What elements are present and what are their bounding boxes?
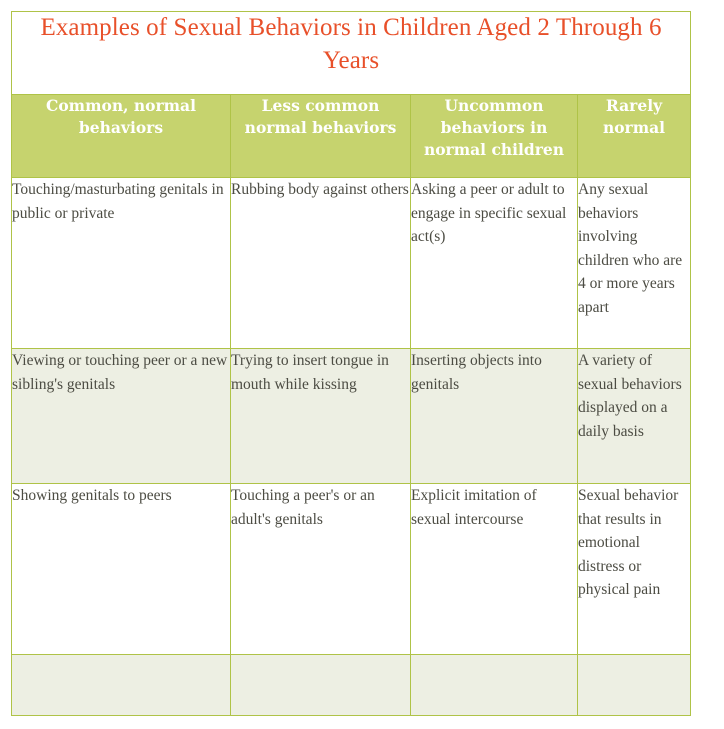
table-cell: Trying to insert tongue in mouth while kissing <box>231 349 411 484</box>
table-cell: Showing genitals to peers <box>12 484 231 655</box>
table-cell <box>231 655 411 716</box>
table-row <box>12 484 691 655</box>
table-cell: Viewing or touching peer or a new sibling's genitals <box>12 349 231 484</box>
table-cell: Any sexual behaviors involving children who are 4 or more years apart <box>578 178 691 349</box>
column-header-common-normal-behaviors: Common, normal behaviors <box>12 95 231 178</box>
table-cell <box>411 655 578 716</box>
table-title-row <box>12 12 691 95</box>
table-cell: Sexual behavior that results in emotional distress or physical pain <box>578 484 691 655</box>
column-header-less-common-normal-behaviors: Less common normal behaviors <box>231 95 411 178</box>
table-cell: Inserting objects into genitals <box>411 349 578 484</box>
table-cell <box>12 655 231 716</box>
table-row <box>12 349 691 484</box>
table-cell: A variety of sexual behaviors displayed on a daily basis <box>578 349 691 484</box>
table-cell: Touching/masturbating genitals in public or private <box>12 178 231 349</box>
table-body <box>12 178 691 716</box>
table-header-row <box>12 95 691 178</box>
table-title: Examples of Sexual Behaviors in Children Aged 2 Through 6 Years <box>12 12 691 95</box>
column-header-rarely-normal: Rarely normal <box>578 95 691 178</box>
table-cell: Rubbing body against others <box>231 178 411 349</box>
table-head <box>12 12 691 178</box>
table-cell: Touching a peer's or an adult's genitals <box>231 484 411 655</box>
table-cell: Asking a peer or adult to engage in specific sexual act(s) <box>411 178 578 349</box>
column-header-uncommon-behaviors-in-normal-children: Uncommon behaviors in normal children <box>411 95 578 178</box>
table-row <box>12 178 691 349</box>
table-cell: Explicit imitation of sexual intercourse <box>411 484 578 655</box>
behavior-table-container <box>11 11 690 716</box>
behavior-table <box>11 11 691 716</box>
table-cell <box>578 655 691 716</box>
table-row <box>12 655 691 716</box>
